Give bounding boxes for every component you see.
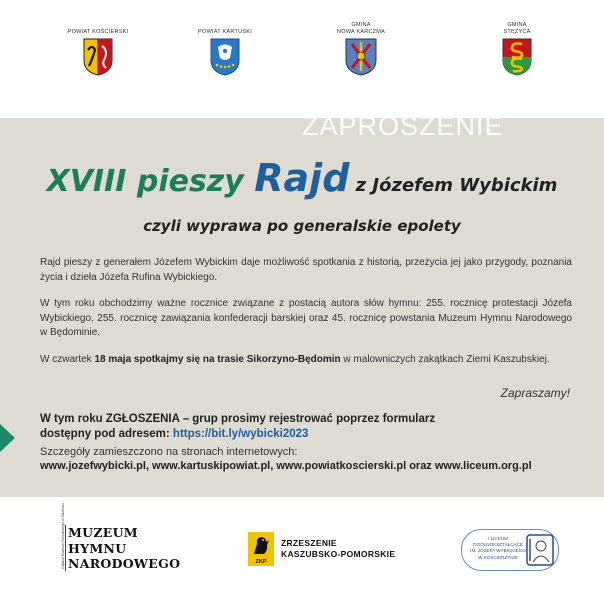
event-headline	[0, 156, 604, 200]
kartuski-crest-icon	[210, 38, 240, 76]
liceum-logo	[461, 529, 559, 571]
headline-part-1: XVIII pieszy	[46, 164, 255, 199]
paragraph-intro: Rajd pieszy z generałem Józefem Wybickim daje możliwość spotkania z historią, przeżycia jej jako przygody, poznania życia i dzieła Józefa Rufina Wybickiego.	[40, 257, 572, 283]
closing-invitation: Zapraszamy!	[500, 386, 570, 400]
crest-nowa-karczma	[311, 22, 411, 76]
griffin-icon	[248, 532, 274, 558]
liceum-line-3: IM. JÓZEFA WYBICKIEGO	[470, 548, 526, 554]
liceum-portrait-icon	[526, 534, 554, 566]
muzeum-word-2: HYMNU	[68, 540, 127, 556]
liceum-name	[470, 536, 526, 561]
crest-label: GMINA STĘŻYCA	[503, 22, 531, 35]
muzeum-logo-words	[68, 525, 180, 572]
paragraph-anniversaries: W tym roku obchodzimy ważne rocznice związane z postacią autora słów hymnu: 255. rocznicę protestacji Józefa Wybickiego, 255. rocznicę zawiązania konfederacji barskiej oraz 45. rocznicę powstania Muzeum Hymnu Narodowego w Będominie.	[40, 298, 572, 338]
crest-label: GMINA NOWA KARCZMA	[336, 22, 386, 35]
muzeum-word-3: NARODOWEGO	[68, 556, 181, 571]
registration-info	[40, 412, 580, 442]
arrow-marker	[0, 424, 15, 452]
nowa-karczma-crest-icon	[345, 38, 377, 76]
muzeum-word-1: MUZEUM	[68, 525, 138, 540]
zkp-griffin-icon	[248, 532, 274, 566]
date-text-after: w malowniczych zakątkach Ziemi Kaszubskiej.	[340, 354, 550, 365]
registration-link[interactable]: https://bit.ly/wybicki2023	[172, 428, 309, 440]
stezyca-crest-icon	[502, 38, 532, 76]
zkp-name-line-2: KASZUBSKO-POMORSKIE	[281, 549, 396, 559]
headline-part-2: Rajd	[254, 156, 350, 200]
paragraph-date	[40, 353, 572, 368]
crest-stezyca	[467, 22, 567, 76]
registration-line-1: W tym roku ZGŁOSZENIA – grup prosimy rejestrować poprzez formularz	[40, 413, 436, 425]
date-text-bold: 18 maja spotkajmy się na trasie Sikorzyno-Będomin	[94, 354, 341, 365]
muzeum-logo-side-text: Oddział Muzeum Narodowego w Gdańsku	[61, 503, 65, 569]
zkp-name-line-1: ZRZESZENIE	[281, 538, 337, 548]
crest-bar	[0, 0, 604, 118]
crest-label: POWIAT KOŚCIERSKI	[67, 29, 129, 35]
zkp-name	[281, 538, 395, 560]
zkp-badge-text: ZKP	[255, 559, 267, 565]
headline-part-3: z Józefem Wybickim	[349, 175, 558, 196]
crest-label: POWIAT KARTUSKI	[198, 29, 252, 35]
liceum-line-2: OGÓLNOKSZTAŁCĄCE	[473, 542, 523, 548]
registration-prefix: dostępny pod adresem:	[40, 428, 173, 440]
liceum-line-4: W KOŚCIERZYNIE	[478, 554, 518, 560]
date-text-before: W czwartek	[40, 354, 95, 365]
koscierski-crest-icon	[83, 38, 113, 76]
event-subtitle: czyli wyprawa po generalskie epolety	[143, 217, 461, 235]
crest-kartuski	[175, 22, 275, 76]
publication-title: Szczegóły zamieszczono na stronach internetowych:	[40, 446, 298, 458]
liceum-line-1: I LICEUM	[488, 536, 508, 541]
crest-koscierski	[48, 22, 148, 76]
invitation-label: ZAPROSZENIE	[302, 111, 504, 141]
registration-line-2	[40, 427, 580, 442]
publication-sites: www.jozefwybicki.pl, www.kartuskipowiat.pl, www.powiatkoscierski.pl oraz www.liceum.org.pl	[40, 460, 532, 472]
